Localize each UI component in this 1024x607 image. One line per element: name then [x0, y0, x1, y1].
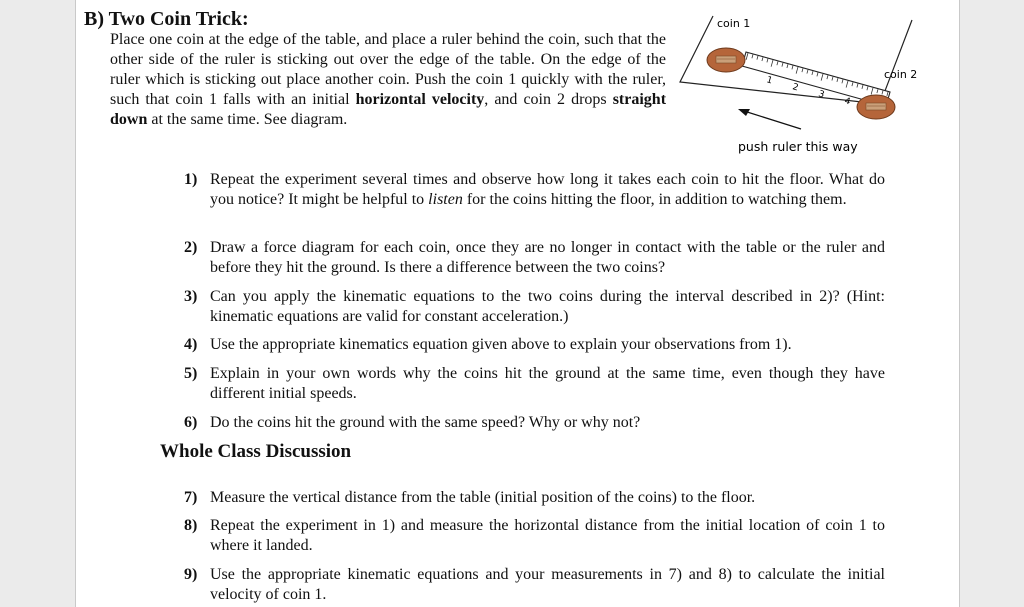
question-number: 9)	[184, 566, 198, 583]
question-text: Repeat the experiment several times and observe how long it takes each coin to hit the floor. What do you notice? It might be helpful to listen for the coins hitting the floor, in addition to watching them.	[210, 171, 885, 208]
question-6	[184, 413, 885, 433]
question-text: Use the appropriate kinematic equations and your measurements in 7) and 8) to calculate the initial velocity of coin 1.	[210, 566, 885, 603]
question-text: Use the appropriate kinematics equation given above to explain your observations from 1).	[210, 336, 792, 353]
intro-paragraph	[110, 30, 666, 130]
question-text: Can you apply the kinematic equations to the two coins during the interval described in 2)? (Hint: kinematic equations are valid for constant acceleration.)	[210, 288, 885, 325]
question-3	[184, 287, 885, 327]
question-number: 3)	[184, 288, 198, 305]
coin-1-penny-icon	[707, 48, 745, 72]
question-9	[184, 565, 885, 605]
question-number: 2)	[184, 239, 198, 256]
ruler-tick-1: 1	[765, 75, 774, 87]
intro-text-1: Place one coin at the edge of the table, and place a ruler behind the coin, such that the other side of the ruler is sticking out over the edge of the table. On the edge of the ruler which is sticking out place another coin. Push the coin 1 quickly with the ruler, such that coin 1 falls with an initial	[110, 31, 666, 108]
coin-2-label: coin 2	[884, 68, 918, 81]
two-coin-diagram	[676, 10, 926, 160]
question-number: 5)	[184, 365, 198, 382]
intro-bold-horizontal-velocity: horizontal velocity	[355, 91, 485, 108]
section-title: B) Two Coin Trick:	[84, 8, 249, 30]
question-text: Repeat the experiment in 1) and measure the horizontal distance from the initial location of coin 1 to where it landed.	[210, 517, 885, 554]
question-text: Measure the vertical distance from the table (initial position of the coins) to the floor.	[210, 489, 756, 506]
question-number: 8)	[184, 517, 198, 534]
push-arrow-label: push ruler this way	[738, 139, 858, 154]
intro-bold-straight-down: straight down	[110, 91, 667, 128]
question-text: Draw a force diagram for each coin, once they are no longer in contact with the table or the ruler and before they hit the ground. Is there a difference between the two coins?	[210, 239, 885, 276]
question-number: 1)	[184, 171, 198, 188]
question-5	[184, 364, 885, 404]
whole-class-discussion-heading: Whole Class Discussion	[160, 441, 352, 462]
ruler-tick-4: 4	[843, 96, 852, 108]
question-4	[184, 335, 885, 355]
intro-text-3: at the same time. See diagram.	[147, 111, 348, 128]
question-text: Explain in your own words why the coins hit the ground at the same time, even though they have different initial speeds.	[210, 365, 885, 402]
intro-text-2: , and coin 2 drops	[484, 91, 613, 108]
question-2	[184, 238, 885, 278]
emphasis-listen: listen	[428, 191, 463, 208]
question-number: 7)	[184, 489, 198, 506]
question-text: Do the coins hit the ground with the same speed? Why or why not?	[210, 414, 641, 431]
push-arrow-icon	[738, 109, 801, 129]
coin-2-penny-icon	[857, 95, 895, 119]
ruler-tick-3: 3	[817, 89, 826, 101]
question-7	[184, 488, 885, 508]
question-number: 6)	[184, 414, 198, 431]
question-number: 4)	[184, 336, 198, 353]
question-8	[184, 516, 885, 556]
question-1	[184, 170, 885, 210]
coin-1-label: coin 1	[717, 17, 751, 30]
ruler-tick-2: 2	[791, 82, 800, 94]
